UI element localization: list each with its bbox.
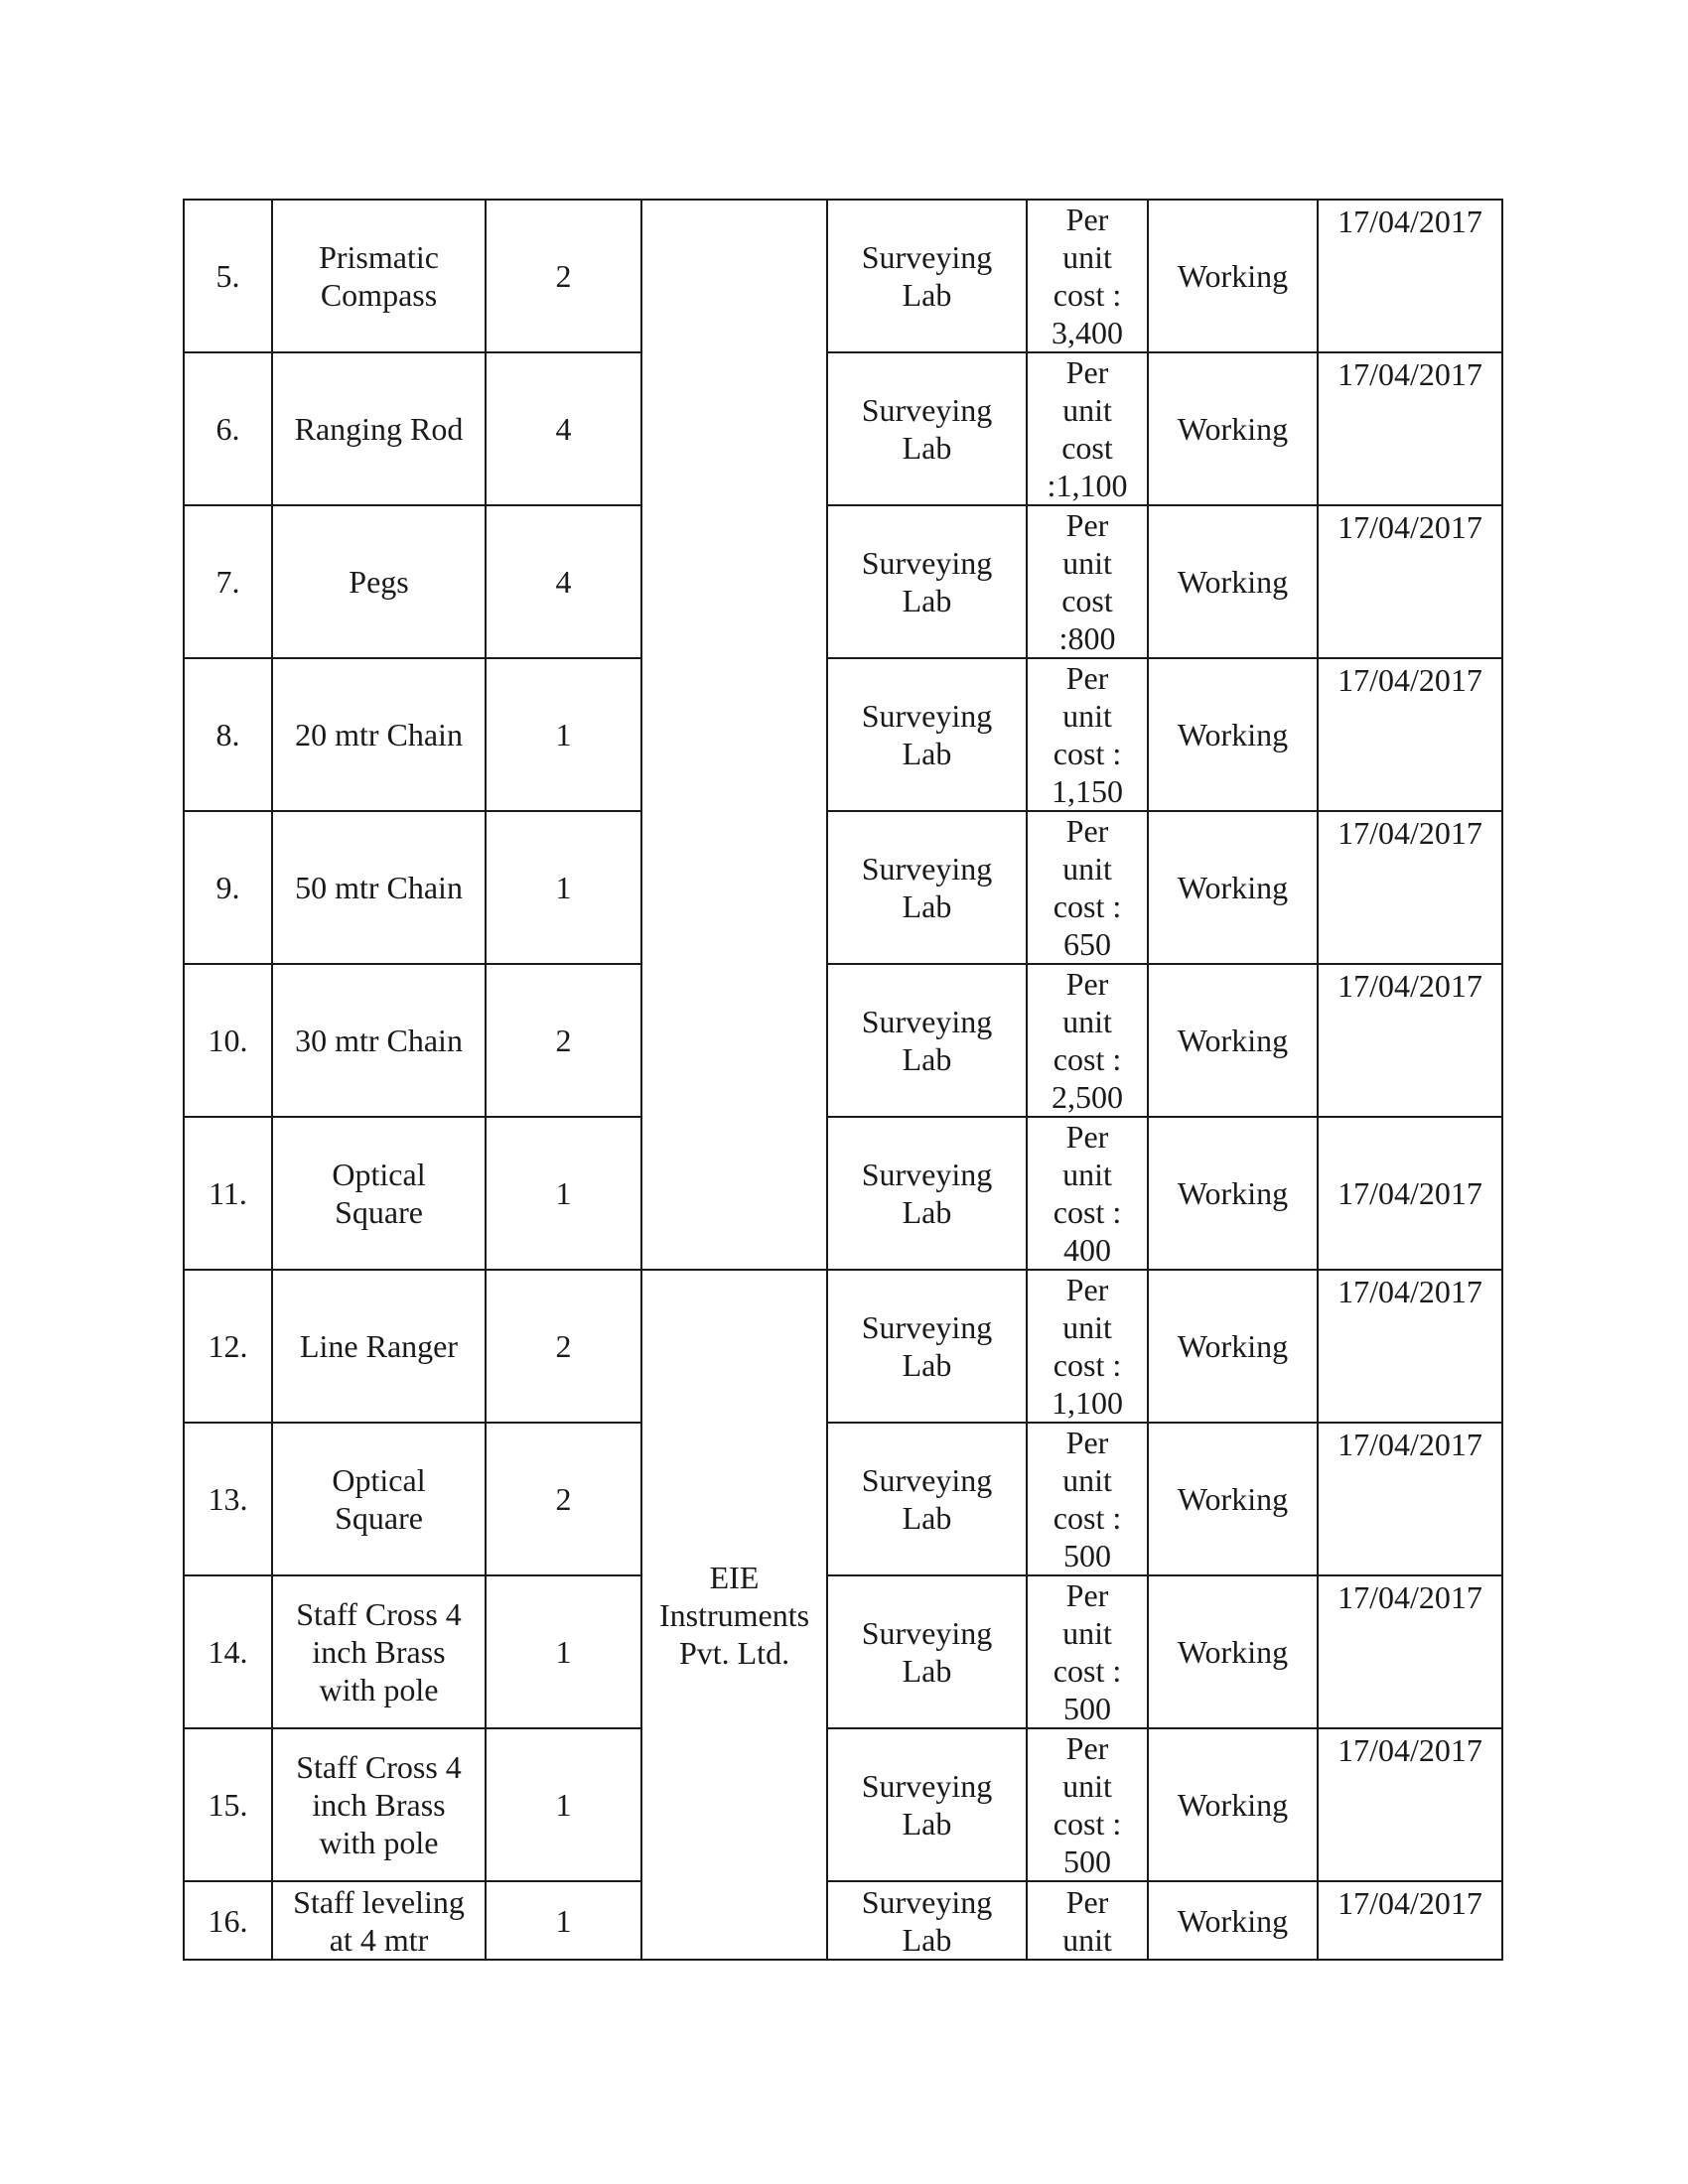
table-row [184,352,1502,505]
equipment-table [183,199,1503,1961]
quantity-cell: 2 [486,1423,641,1575]
serial-number-cell: 11. [184,1117,272,1270]
quantity-cell: 1 [486,811,641,964]
item-name-cell: 30 mtr Chain [272,964,486,1117]
quantity-cell: 4 [486,505,641,658]
item-name-cell: Optical Square [272,1117,486,1270]
equipment-table-body [184,200,1502,1960]
quantity-cell: 1 [486,1728,641,1881]
status-cell: Working [1148,964,1318,1117]
unit-cost-cell: Per unit cost : 650 [1027,811,1148,964]
item-name-cell: Pegs [272,505,486,658]
location-cell: Surveying Lab [827,1117,1027,1270]
quantity-cell: 1 [486,1575,641,1728]
table-row [184,1423,1502,1575]
unit-cost-cell: Per unit cost : 2,500 [1027,964,1148,1117]
serial-number-cell: 6. [184,352,272,505]
serial-number-cell: 12. [184,1270,272,1423]
table-row [184,811,1502,964]
unit-cost-cell: Per unit cost :1,100 [1027,352,1148,505]
location-cell: Surveying Lab [827,811,1027,964]
date-cell: 17/04/2017 [1318,1881,1502,1960]
unit-cost-cell: Per unit cost : 1,150 [1027,658,1148,811]
date-cell: 17/04/2017 [1318,1423,1502,1575]
date-cell: 17/04/2017 [1318,1728,1502,1881]
date-cell: 17/04/2017 [1318,352,1502,505]
date-cell: 17/04/2017 [1318,1270,1502,1423]
location-cell: Surveying Lab [827,1270,1027,1423]
quantity-cell: 2 [486,200,641,352]
table-row [184,1728,1502,1881]
item-name-cell: 50 mtr Chain [272,811,486,964]
location-cell: Surveying Lab [827,200,1027,352]
quantity-cell: 1 [486,658,641,811]
item-name-cell: Staff Cross 4 inch Brass with pole [272,1728,486,1881]
item-name-cell: Line Ranger [272,1270,486,1423]
supplier-cell: EIE Instruments Pvt. Ltd. [641,1270,827,1960]
serial-number-cell: 8. [184,658,272,811]
table-row [184,658,1502,811]
table-row [184,505,1502,658]
unit-cost-cell: Per unit cost : 400 [1027,1117,1148,1270]
date-cell: 17/04/2017 [1318,658,1502,811]
status-cell: Working [1148,1881,1318,1960]
location-cell: Surveying Lab [827,1575,1027,1728]
unit-cost-cell: Per unit cost : 500 [1027,1575,1148,1728]
quantity-cell: 2 [486,964,641,1117]
serial-number-cell: 14. [184,1575,272,1728]
serial-number-cell: 7. [184,505,272,658]
serial-number-cell: 16. [184,1881,272,1960]
serial-number-cell: 13. [184,1423,272,1575]
status-cell: Working [1148,200,1318,352]
quantity-cell: 4 [486,352,641,505]
status-cell: Working [1148,811,1318,964]
item-name-cell: 20 mtr Chain [272,658,486,811]
date-cell: 17/04/2017 [1318,1117,1502,1270]
status-cell: Working [1148,1728,1318,1881]
date-cell: 17/04/2017 [1318,200,1502,352]
table-row [184,200,1502,352]
quantity-cell: 1 [486,1117,641,1270]
serial-number-cell: 10. [184,964,272,1117]
quantity-cell: 2 [486,1270,641,1423]
unit-cost-cell: Per unit cost : 3,400 [1027,200,1148,352]
date-cell: 17/04/2017 [1318,964,1502,1117]
table-row [184,1117,1502,1270]
status-cell: Working [1148,1423,1318,1575]
item-name-cell: Staff Cross 4 inch Brass with pole [272,1575,486,1728]
unit-cost-cell: Per unit cost : 500 [1027,1423,1148,1575]
location-cell: Surveying Lab [827,964,1027,1117]
table-row [184,1575,1502,1728]
table-row [184,1270,1502,1423]
table-row [184,964,1502,1117]
date-cell: 17/04/2017 [1318,505,1502,658]
location-cell: Surveying Lab [827,1423,1027,1575]
supplier-cell [641,200,827,1270]
serial-number-cell: 9. [184,811,272,964]
unit-cost-cell: Per unit cost : 500 [1027,1728,1148,1881]
location-cell: Surveying Lab [827,658,1027,811]
unit-cost-cell: Per unit cost : 1,100 [1027,1270,1148,1423]
unit-cost-cell: Per unit cost :800 [1027,505,1148,658]
item-name-cell: Staff leveling at 4 mtr [272,1881,486,1960]
unit-cost-cell: Per unit [1027,1881,1148,1960]
date-cell: 17/04/2017 [1318,1575,1502,1728]
status-cell: Working [1148,658,1318,811]
status-cell: Working [1148,505,1318,658]
date-cell: 17/04/2017 [1318,811,1502,964]
location-cell: Surveying Lab [827,1728,1027,1881]
item-name-cell: Optical Square [272,1423,486,1575]
status-cell: Working [1148,1270,1318,1423]
status-cell: Working [1148,1117,1318,1270]
serial-number-cell: 5. [184,200,272,352]
item-name-cell: Ranging Rod [272,352,486,505]
status-cell: Working [1148,352,1318,505]
item-name-cell: Prismatic Compass [272,200,486,352]
location-cell: Surveying Lab [827,352,1027,505]
serial-number-cell: 15. [184,1728,272,1881]
table-row [184,1881,1502,1960]
status-cell: Working [1148,1575,1318,1728]
quantity-cell: 1 [486,1881,641,1960]
location-cell: Surveying Lab [827,505,1027,658]
location-cell: Surveying Lab [827,1881,1027,1960]
